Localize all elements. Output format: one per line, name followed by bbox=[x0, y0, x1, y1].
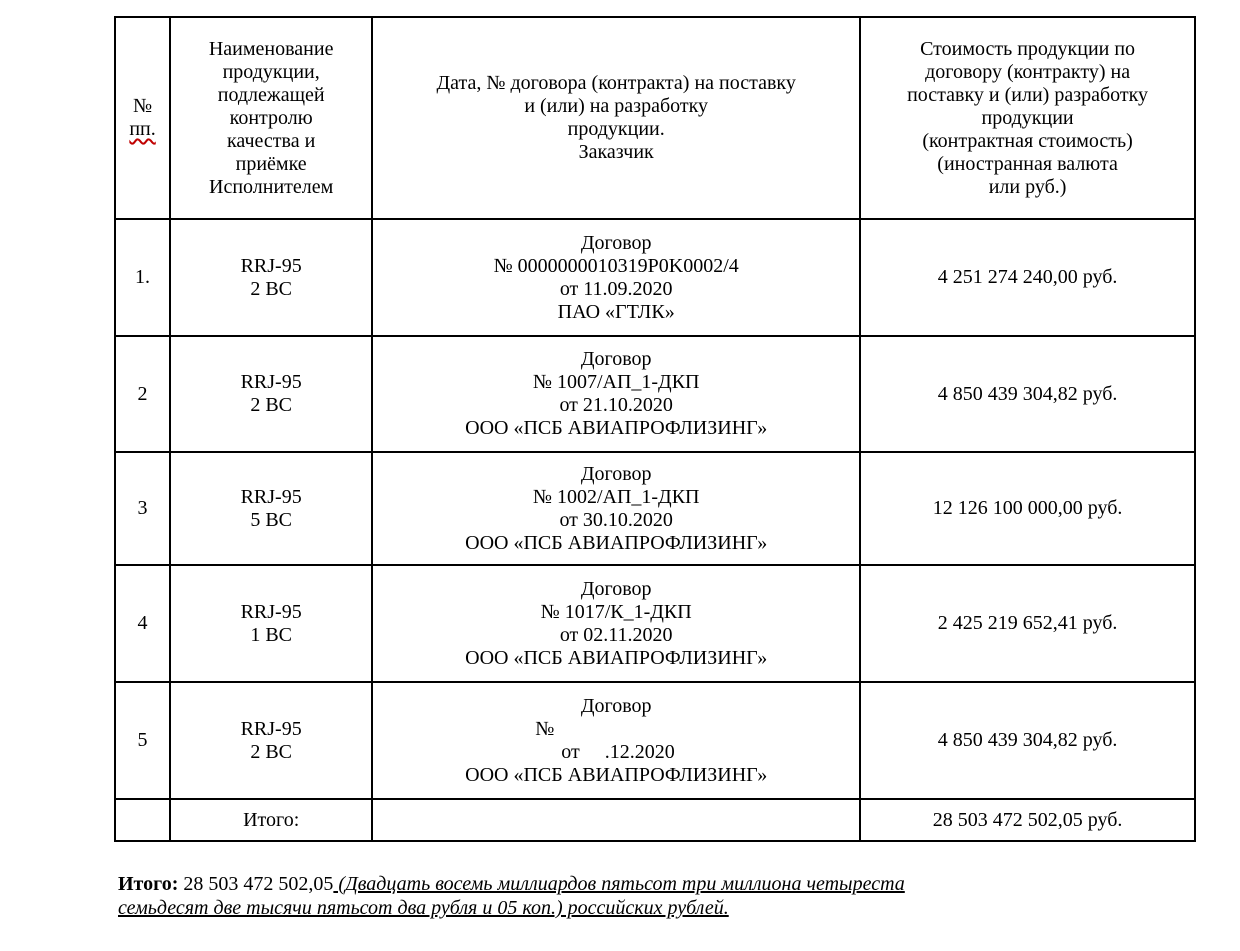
product-cell: RRJ-95 2 ВС bbox=[170, 336, 372, 452]
cost-cell: 4 850 439 304,82 руб. bbox=[860, 336, 1195, 452]
cost-cell: 2 425 219 652,41 руб. bbox=[860, 565, 1195, 682]
row-number: 5 bbox=[115, 682, 170, 799]
table-row bbox=[115, 219, 1195, 336]
product-cell: RRJ-95 2 ВС bbox=[170, 682, 372, 799]
summary-amount-words-line2: семьдесят две тысячи пятьсот два рубля и 05 коп.) российских рублей. bbox=[118, 897, 729, 919]
summary-amount-words-line1: (Двадцать восемь миллиардов пятьсот три миллиона четыреста bbox=[333, 873, 905, 895]
contract-cell: Договор № 1002/АП_1-ДКП от 30.10.2020 ООО «ПСБ АВИАПРОФЛИЗИНГ» bbox=[372, 452, 860, 565]
summary-paragraph bbox=[118, 872, 1158, 920]
contract-cell: Договор № 0000000010319P0K0002/4 от 11.09.2020 ПАО «ГТЛК» bbox=[372, 219, 860, 336]
cost-cell: 12 126 100 000,00 руб. bbox=[860, 452, 1195, 565]
table-row bbox=[115, 336, 1195, 452]
header-contract: Дата, № договора (контракта) на поставку и (или) на разработку продукции. Заказчик bbox=[372, 17, 860, 219]
summary-label: Итого: bbox=[118, 873, 179, 895]
header-number: № пп. bbox=[115, 17, 170, 219]
spellcheck-squiggle: пп. bbox=[129, 118, 156, 140]
header-cost: Стоимость продукции по договору (контракту) на поставку и (или) разработку продукции (контрактная стоимость) (иностранная валюта или руб.) bbox=[860, 17, 1195, 219]
cost-cell: 4 251 274 240,00 руб. bbox=[860, 219, 1195, 336]
row-number: 3 bbox=[115, 452, 170, 565]
total-cost: 28 503 472 502,05 руб. bbox=[860, 799, 1195, 841]
table-row bbox=[115, 452, 1195, 565]
product-cell: RRJ-95 5 ВС bbox=[170, 452, 372, 565]
cost-cell: 4 850 439 304,82 руб. bbox=[860, 682, 1195, 799]
contracts-table bbox=[114, 16, 1196, 842]
table-row bbox=[115, 682, 1195, 799]
summary-amount: 28 503 472 502,05 bbox=[183, 873, 334, 895]
contract-cell: Договор № от .12.2020 ООО «ПСБ АВИАПРОФЛИЗИНГ» bbox=[372, 682, 860, 799]
contract-cell: Договор № 1017/К_1-ДКП от 02.11.2020 ООО «ПСБ АВИАПРОФЛИЗИНГ» bbox=[372, 565, 860, 682]
total-empty-cell bbox=[115, 799, 170, 841]
row-number: 1. bbox=[115, 219, 170, 336]
product-cell: RRJ-95 2 ВС bbox=[170, 219, 372, 336]
header-product-name: Наименование продукции, подлежащей контролю качества и приёмке Исполнителем bbox=[170, 17, 372, 219]
total-row bbox=[115, 799, 1195, 841]
product-cell: RRJ-95 1 ВС bbox=[170, 565, 372, 682]
contract-cell: Договор № 1007/АП_1-ДКП от 21.10.2020 ООО «ПСБ АВИАПРОФЛИЗИНГ» bbox=[372, 336, 860, 452]
row-number: 2 bbox=[115, 336, 170, 452]
total-label: Итого: bbox=[170, 799, 372, 841]
total-empty-cell bbox=[372, 799, 860, 841]
table-header-row bbox=[115, 17, 1195, 219]
row-number: 4 bbox=[115, 565, 170, 682]
table-row bbox=[115, 565, 1195, 682]
